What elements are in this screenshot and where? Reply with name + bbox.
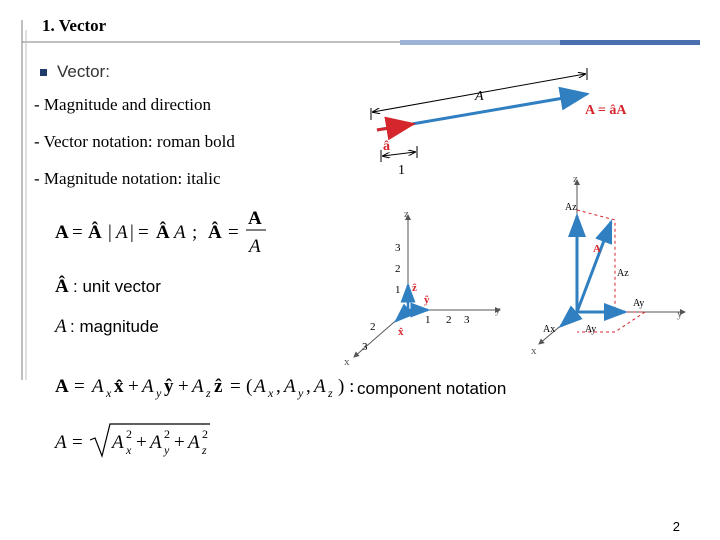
y-tick-3: 3	[464, 314, 470, 326]
svg-text:Â: Â	[88, 222, 102, 243]
svg-text:A: A	[116, 222, 128, 243]
right-label-az-top: Az	[565, 202, 577, 213]
svg-text:2: 2	[202, 427, 208, 441]
svg-text:2: 2	[126, 427, 132, 441]
svg-text:,: ,	[306, 376, 311, 397]
svg-text:A: A	[192, 376, 204, 397]
svg-text:x̂: x̂	[114, 376, 124, 397]
z-hat-label: ẑ	[412, 282, 417, 294]
magnitude-A-label: A	[475, 89, 484, 104]
right-label-ay: Ay	[585, 324, 597, 335]
bullet-text: Vector:	[57, 62, 110, 81]
right-z-axis-label: z	[573, 173, 578, 185]
svg-text:A: A	[142, 376, 154, 397]
svg-text:A: A	[55, 432, 67, 453]
svg-text:;: ;	[192, 222, 198, 243]
svg-text:+: +	[174, 432, 185, 453]
svg-text:+: +	[178, 376, 189, 397]
svg-text:,: ,	[276, 376, 281, 397]
svg-text:=: =	[72, 222, 83, 243]
svg-text:A: A	[249, 236, 261, 257]
svg-text:ẑ: ẑ	[214, 376, 223, 397]
svg-text:y: y	[298, 386, 304, 400]
y-tick-2: 2	[446, 314, 452, 326]
svg-text:Â: Â	[55, 276, 69, 297]
right-x-axis-label: x	[531, 345, 537, 357]
component-vector-figure	[525, 172, 695, 360]
unit-length-label: 1	[398, 163, 405, 178]
svg-text:2: 2	[164, 427, 170, 441]
vector-eq-label: A = âA	[585, 103, 627, 118]
svg-text:=: =	[74, 376, 85, 397]
svg-text:y: y	[164, 443, 170, 457]
svg-text:=: =	[230, 376, 241, 397]
svg-text:x: x	[126, 443, 132, 457]
svg-text:Â: Â	[208, 222, 222, 243]
svg-text:A: A	[150, 432, 162, 453]
z-tick-2: 2	[395, 263, 401, 275]
svg-text:) :: ) :	[338, 376, 355, 397]
unit-a-label: â	[383, 139, 390, 154]
svg-text:|: |	[108, 222, 112, 243]
right-label-ay-top: Ay	[633, 298, 645, 309]
svg-text:+: +	[128, 376, 139, 397]
x-tick-3: 3	[362, 341, 368, 353]
svg-text:ŷ: ŷ	[164, 376, 174, 397]
unit-vector-arrow	[377, 124, 413, 130]
x-tick-2: 2	[370, 321, 376, 333]
slide-title: 1. Vector	[42, 16, 107, 35]
svg-text:y: y	[156, 386, 162, 400]
page-number: 2	[672, 519, 680, 534]
svg-text:+: +	[136, 432, 147, 453]
svg-text:A: A	[188, 432, 200, 453]
line-magnitude-direction: - Magnitude and direction	[34, 95, 212, 114]
svg-text:z: z	[202, 443, 207, 457]
right-label-ax: Ax	[543, 324, 556, 335]
svg-text:x: x	[106, 386, 112, 400]
svg-text:A: A	[284, 376, 296, 397]
right-label-az: Az	[617, 268, 629, 279]
svg-text:(: (	[246, 376, 253, 397]
svg-text:Â: Â	[156, 222, 170, 243]
right-y-axis-label: y	[677, 308, 683, 320]
magnitude-label: : magnitude	[70, 317, 159, 336]
svg-text:A: A	[112, 432, 124, 453]
svg-text:A: A	[92, 376, 104, 397]
vector-arrow-figure	[365, 62, 655, 180]
svg-text:A: A	[55, 222, 69, 243]
z-axis-label: z	[404, 208, 409, 220]
z-tick-1: 1	[395, 284, 401, 296]
y-axis-label: y	[495, 304, 501, 316]
line-magnitude-notation: - Magnitude notation: italic	[34, 169, 221, 188]
svg-text:z: z	[206, 386, 211, 400]
bullet-vector	[40, 62, 110, 82]
x-hat-label: x̂	[398, 326, 404, 338]
svg-text:A: A	[314, 376, 326, 397]
y-tick-1: 1	[425, 314, 431, 326]
unit-vector-axes-figure	[340, 205, 510, 370]
x-axis-label: x	[344, 356, 350, 368]
svg-text:=: =	[138, 222, 149, 243]
component-notation-label: component notation	[357, 379, 507, 398]
svg-text:A: A	[174, 222, 186, 243]
svg-text:A: A	[254, 376, 266, 397]
equation-components	[50, 368, 370, 468]
right-label-A: A	[593, 243, 601, 255]
unit-vector-label: : unit vector	[73, 277, 161, 296]
svg-text:=: =	[228, 222, 239, 243]
svg-text:A: A	[55, 316, 67, 337]
svg-text:=: =	[72, 432, 83, 453]
y-hat-label: ŷ	[424, 294, 430, 306]
svg-text:z: z	[328, 386, 333, 400]
bullet-square-icon	[40, 69, 47, 76]
svg-text:A: A	[55, 376, 69, 397]
svg-text:x: x	[268, 386, 274, 400]
z-tick-3: 3	[395, 242, 401, 254]
svg-text:A: A	[248, 208, 262, 229]
line-vector-notation: - Vector notation: roman bold	[34, 132, 235, 151]
svg-text:|: |	[130, 222, 134, 243]
